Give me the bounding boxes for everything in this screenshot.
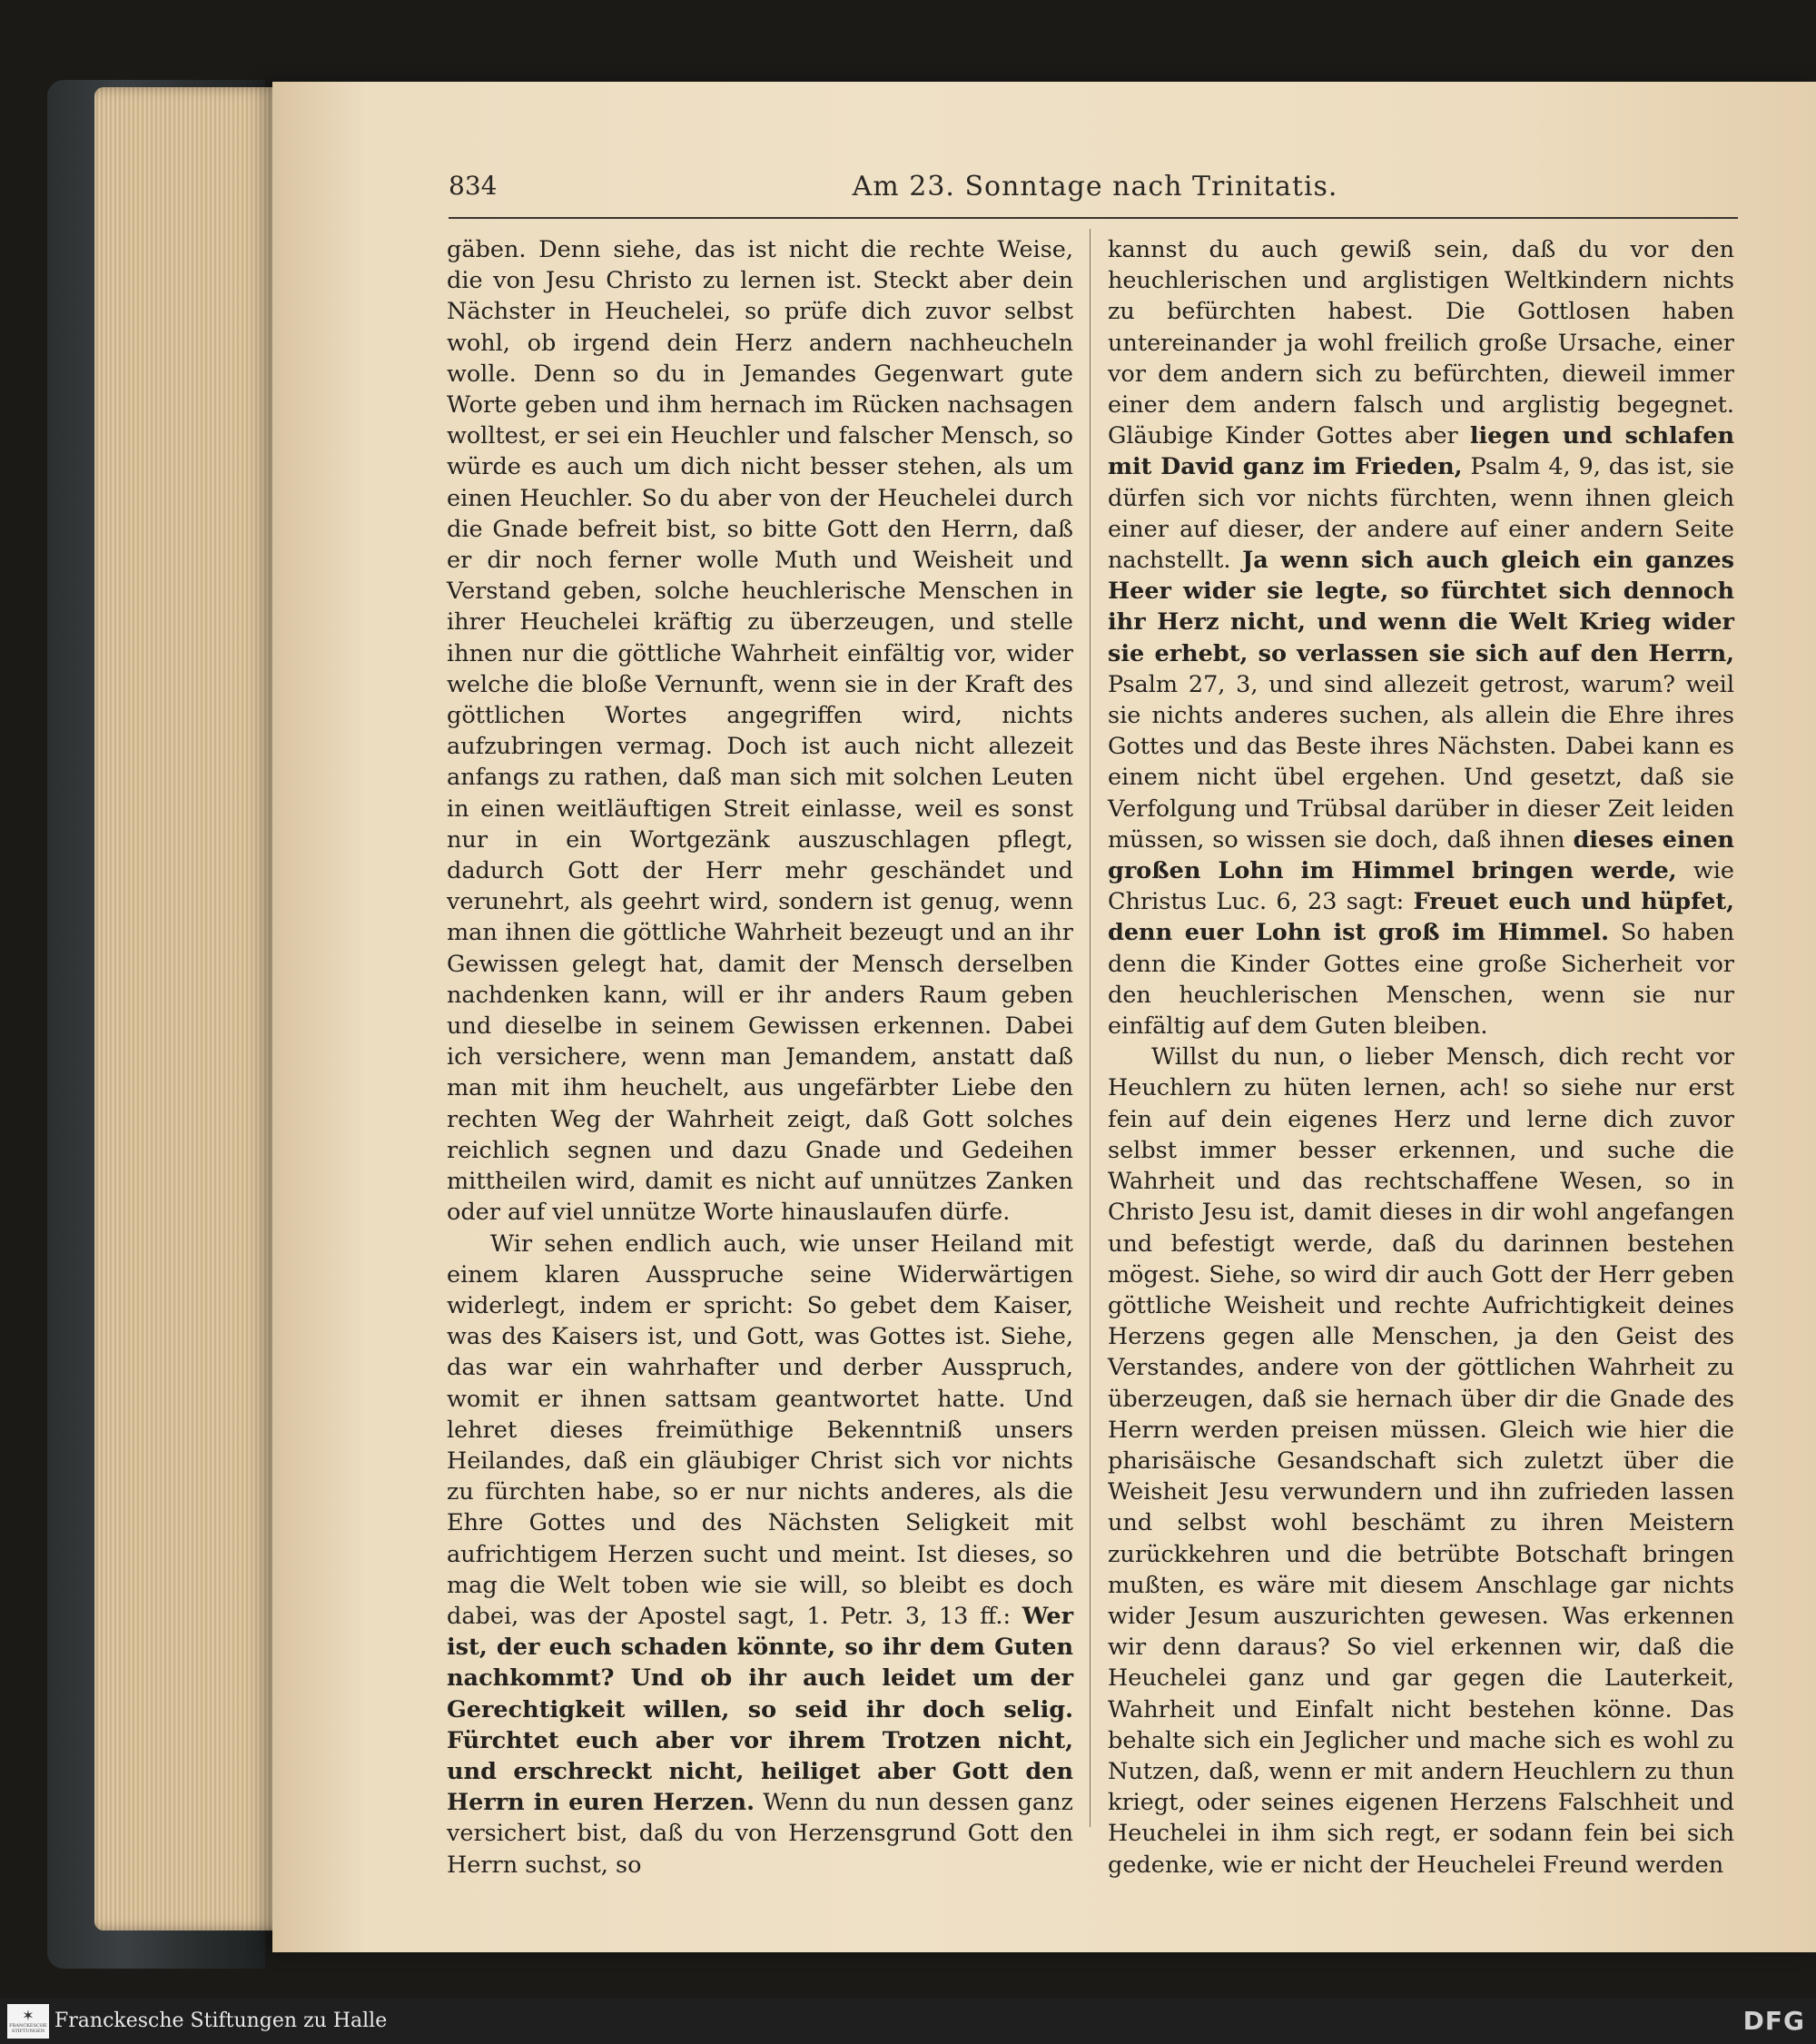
paragraph <box>447 1229 1073 1881</box>
text-run: wie Christus Luc. 6, 23 sagt: <box>1108 857 1734 916</box>
text-run: Psalm 4, 9, das ist, sie dürfen sich vor nichts fürchten, wenn ihnen gleich einer auf dieser, der andere auf einer andern Seite nachstellt. <box>1108 453 1734 575</box>
right-column <box>1108 234 1735 1879</box>
bold-quote: Ja wenn sich auch gleich ein ganzes Heer wider sie legte, so fürchtet sich dennoch ihr Herz nicht, und wenn die Welt Krieg wider sie erhebt, so verlassen sie sich auf den Herrn, <box>1108 547 1735 667</box>
bold-quote: dieses einen großen Lohn im Himmel bringen werde, <box>1108 825 1734 885</box>
left-column <box>447 234 1073 1879</box>
paragraph <box>447 234 1073 1229</box>
column-rule <box>1090 229 1091 1827</box>
paragraph <box>1108 234 1734 1042</box>
text-run: Psalm 27, 3, und sind allezeit getrost, warum? weil sie nichts anderes suchen, als allein die Ehre ihres Gottes und das Beste ihres Nächsten. Dabei kann es einem nicht übel ergehen. Und gesetzt, daß sie Verfolgung und Trübsal darüber in dieser Zeit leiden müssen, so wissen sie doch, daß ihnen <box>1108 670 1734 854</box>
page-header <box>449 171 1742 218</box>
text-run: Willst du nun, o lieber Mensch, dich recht vor Heuchlern zu hüten lernen, ach! so siehe nur erst fein auf dein eigenes Herz und lerne dich zuvor selbst immer besser erkennen, und suche die Wahrheit und das rechtschaffene Wesen, so in Christo Jesu ist, damit dieses in dir wohl angefangen und befestigt werde, daß du darinnen bestehen mögest. Siehe, so wird dir auch Gott der Herr geben göttliche Weisheit und rechte Aufrichtigkeit deines Herzens gegen alle Menschen, ja den Geist des Verstandes, andere von der göttlichen Wahrheit zu überzeugen, daß sie hernach über dir die Gnade des Herrn werden preisen müssen. Gleich wie hier die pharisäische Gesandschaft sich zuletzt über die Weisheit Jesu verwundern und ihn zufrieden lassen und selbst wohl beschämt zu ihren Meistern zurückkehren und die betrübte Botschaft bringen mußten, es wäre mit diesem Anschlage gar nichts wider Jesum auszurichten gewesen. Was erkennen wir denn daraus? So viel erkennen wir, daß die Heuchelei ganz und gar gegen die Lauterkeit, Wahrheit und Einfalt nicht bestehen könne. Das behalte sich ein Jeglicher und mache sich es wohl zu Nutzen, daß, wenn er mit andern Heuchlern zu thun kriegt, oder seines eigenen Herzens Falschheit und Heuchelei in ihm sich regt, er sodann fein bei sich gedenke, wie er nicht der Heuchelei Freund werden <box>1108 1043 1734 1879</box>
bold-quote: Wer ist, der euch schaden könnte, so ihr dem Guten nachkommt? Und ob ihr auch leidet um der Gerechtigkeit willen, so seid ihr doch selig. Fürchtet euch aber vor ihrem Trotzen nicht, und erschreckt nicht, heiliget aber Gott den Herrn in euren Herzen. <box>447 1602 1073 1817</box>
page-edges <box>94 87 291 1930</box>
logo-text: FRANCKESCHE STIFTUNGEN <box>9 2023 47 2034</box>
text-run: Wenn du nun dessen ganz versichert bist, daß du von Herzensgrund Gott den Herrn suchst, so <box>447 1789 1073 1879</box>
eagle-icon: ✶ <box>22 2007 35 2024</box>
text-run: So haben denn die Kinder Gottes eine große Sicherheit vor den heuchlerischen Menschen, wenn sie nur einfältig auf dem Guten bleiben. <box>1108 919 1734 1041</box>
institution-logo <box>7 2004 49 2039</box>
page-number: 834 <box>449 171 498 201</box>
text-run: kannst du auch gewiß sein, daß du vor den heuchlerischen und arglistigen Weltkindern nichts zu befürchten habest. Die Gottlosen haben untereinander ja wohl freilich große Ursache, einer vor dem andern sich zu befürchten, dieweil immer einer dem andern falsch und arglistig begegnet. Gläubige Kinder Gottes aber <box>1108 236 1734 450</box>
dfg-logo: DFG <box>1742 2006 1805 2036</box>
running-head: Am 23. Sonntage nach Trinitatis. <box>852 171 1338 202</box>
institution-name: Franckesche Stiftungen zu Halle <box>54 2009 388 2032</box>
paragraph <box>1108 1042 1734 1880</box>
bold-quote: Freuet euch und hüpfet, denn euer Lohn ist groß im Himmel. <box>1108 888 1734 947</box>
footer-bar <box>0 1999 1816 2044</box>
bold-quote: liegen und schlafen mit David ganz im Frieden, <box>1108 422 1734 481</box>
text-run: Wir sehen endlich auch, wie unser Heiland mit einem klaren Ausspruche seine Widerwärtigen widerlegt, indem er spricht: So gebet dem Kaiser, was des Kaisers ist, und Gott, was Gottes ist. Siehe, das war ein wahrhafter und derber Ausspruch, womit er ihnen sattsam geantwortet hatte. Und lehret dieses freimüthige Bekenntniß unsers Heilandes, daß ein gläubiger Christ sich vor nichts zu fürchten habe, so er nur nichts anderes, als die Ehre Gottes und des Nächsten Seligkeit mit aufrichtigem Herzen sucht und meint. Ist dieses, so mag die Welt toben wie sie will, so bleibt es doch dabei, was der Apostel sagt, 1. Petr. 3, 13 ff.: <box>447 1229 1073 1630</box>
header-rule <box>449 217 1738 219</box>
text-run: gäben. Denn siehe, das ist nicht die rechte Weise, die von Jesu Christo zu lernen ist. Steckt aber dein Nächster in Heuchelei, so prüfe dich zuvor selbst wohl, ob irgend dein Herz andern nachheucheln wolle. Denn so du in Jemandes Gegenwart gute Worte geben und ihm hernach im Rücken nachsagen wolltest, er sei ein Heuchler und falscher Mensch, so würde es auch um dich nicht besser stehen, als um einen Heuchler. So du aber von der Heuchelei durch die Gnade befreit bist, so bitte Gott den Herrn, daß er dir noch ferner wolle Muth und Weisheit und Verstand geben, solche heuchlerische Menschen in ihrer Heuchelei kräftig zu überzeugen, und stelle ihnen nur die göttliche Wahrheit einfältig vor, wider welche die bloße Vernunft, wenn sie in der Kraft des göttlichen Wortes angegriffen wird, nichts aufzubringen vermag. Doch ist auch nicht allezeit anfangs zu rathen, daß man sich mit solchen Leuten in einen weitläuftigen Streit einlasse, weil es sonst nur in ein Wortgezänk auszuschlagen pflegt, dadurch Gott der Herr mehr geschändet und verunehrt, als geehrt wird, sondern ist genug, wenn man ihnen die göttliche Wahrheit bezeugt und an ihr Gewissen gelegt hat, damit der Mensch derselben nachdenken kann, will er ihr anders Raum geben und dieselbe in seinem Gewissen erkennen. Dabei ich versichere, wenn man Jemandem, anstatt daß man mit ihm heuchelt, aus ungefärbter Liebe den rechten Weg der Wahrheit zeigt, daß Gott solches reichlich segnen und dazu Gnade und Gedeihen mittheilen wird, damit es nicht auf unnützes Zanken oder auf viel unnütze Worte hinauslaufen dürfe. <box>447 236 1073 1227</box>
